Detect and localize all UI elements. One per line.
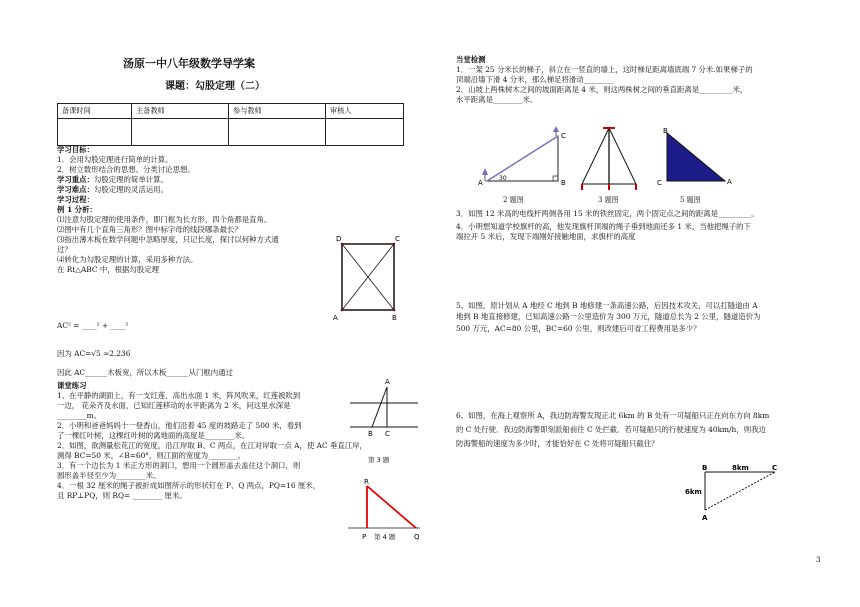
rope-caption: 第 4 题 bbox=[374, 533, 396, 541]
check-line: 2．山坡上两株树木之间的坡面距离是 4 米，则这两株树之间的垂直距离是_________米， bbox=[456, 84, 748, 94]
wire-left bbox=[582, 128, 609, 184]
formula: AC² = ____² + ____² bbox=[57, 321, 129, 330]
q4-line: 4．小明想知道学校旗杆的高，他发现旗杆顶端的绳子垂到地面还多 1 米，当他把绳子的下 bbox=[456, 222, 751, 231]
practice-line: 2．如图，欲测量松花江的宽度，沿江岸取 B、C 两点，在江对岸取一点 A，使 AC 垂直江岸， bbox=[57, 440, 367, 450]
practice-line: 1、在平静的湖面上，有一支红莲，高出水面 1 米，阵风吹来，红莲被吹到 bbox=[57, 390, 301, 400]
practice-line: 测得 BC=50 米，∠B=60°，则江面的宽度为________。 bbox=[57, 450, 246, 460]
page-number: 3 bbox=[816, 556, 821, 564]
school-title: 汤原一中八年级数学导学案 bbox=[123, 57, 255, 70]
question-5 bbox=[456, 300, 836, 334]
pole-figure bbox=[576, 124, 646, 192]
door-frame-figure bbox=[328, 232, 413, 322]
analysis-line: 在 Rt△ABC 中，根据勾股定理 bbox=[57, 264, 159, 274]
slope-line bbox=[487, 136, 558, 181]
label-a: A bbox=[385, 378, 390, 386]
goal-item: 2．树立数形结合的思想、分类讨论思想。 bbox=[57, 164, 195, 174]
difficult-label: 学习难点： bbox=[57, 184, 94, 194]
q5-line: 地到 B 地直接修建，已知高速公路一公里造价为 300 万元，隧道总长为 2 公里，隧道造价为 bbox=[456, 312, 761, 322]
staff-cell bbox=[229, 119, 326, 146]
right-angle-mark bbox=[553, 176, 558, 181]
caption-fig5: 5 题图 bbox=[680, 196, 701, 204]
label-a: A bbox=[478, 179, 483, 187]
q4-line: 端拉开 5 米后，发现下端刚好接触地面，求旗杆的高度 bbox=[456, 231, 636, 241]
question-4 bbox=[456, 222, 836, 242]
staff-header: 备课时间 bbox=[58, 104, 132, 119]
key-label: 学习重点： bbox=[57, 174, 94, 184]
check-section bbox=[456, 55, 826, 105]
caption-fig3: 3 题图 bbox=[598, 196, 619, 204]
side-ab bbox=[372, 387, 387, 427]
key-text: 勾股定理的简单计算。 bbox=[93, 174, 168, 184]
label-b: B bbox=[663, 127, 668, 135]
question-3: 3．如图 12 米高的电线杆两侧各用 15 米的铁丝固定，两个固定点之间的距离是_________。 bbox=[456, 209, 759, 218]
practice-line: 圆形盖半径至少为________米。 bbox=[57, 470, 161, 480]
label-c: C bbox=[395, 235, 400, 243]
label-p: P bbox=[362, 533, 367, 541]
analysis-line: ⑵图中有几个直角三角形？图中标字母的线段哪条最长？ bbox=[57, 224, 242, 234]
sea-figure bbox=[683, 462, 783, 524]
check-line: 水平距离是________米。 bbox=[456, 94, 538, 104]
q6-line: 6、如图，在海上观察所 A，我边防海警发现正北 6km 的 B 处有一可疑船只正在向东方向 8km bbox=[456, 411, 770, 420]
staff-header: 主备教师 bbox=[132, 104, 229, 119]
label-a: A bbox=[702, 514, 708, 522]
highway-figure bbox=[655, 126, 735, 188]
process-heading: 学习过程： bbox=[57, 194, 94, 204]
label-b: B bbox=[368, 430, 373, 438]
label-ab-length: 6km bbox=[685, 488, 702, 496]
caption-fig2: 2 题图 bbox=[503, 196, 524, 204]
label-b: B bbox=[561, 179, 566, 187]
goals-heading: 学习目标： bbox=[57, 145, 94, 154]
label-q: Q bbox=[414, 533, 420, 541]
angle-label: 30 bbox=[499, 175, 507, 182]
practice-line: ________m。 bbox=[57, 410, 101, 420]
practice-line: 2．小明和爸爸妈妈十一登香山，他们沿着 45 度的坡路走了 500 米，看到 bbox=[57, 420, 302, 430]
staff-cell bbox=[132, 119, 229, 146]
highway-triangle bbox=[667, 133, 725, 181]
practice-line: 且 RP⊥PQ，则 RQ= ________ 厘米。 bbox=[57, 490, 187, 500]
staff-table bbox=[57, 103, 404, 146]
therefore-line: 因此 AC______木板宽，所以木板______从门框内通过 bbox=[57, 368, 233, 377]
side-rq bbox=[367, 486, 416, 528]
q5-line: 5、如图，原计划从 A 地经 C 地到 B 地修建一条高速公路，后因技术攻关，可以打隧道由 A bbox=[456, 301, 758, 310]
q5-line: 500 万元，AC=80 公里，BC=60 公里，则改建后可省工程费用是多少？ bbox=[456, 323, 701, 333]
slope-figure bbox=[475, 126, 575, 188]
label-bc-length: 8km bbox=[732, 464, 749, 472]
practice-line: 了一棵红叶树，这棵红叶树的离地面的高度是________米。 bbox=[57, 430, 250, 440]
label-b: B bbox=[702, 464, 708, 472]
staff-cell bbox=[326, 119, 404, 146]
question-6 bbox=[456, 409, 836, 451]
q6-line: 的 C 处行驶．我边防海警即刻派船前往 C 处拦截．若可疑船只的行驶速度为 40km/h，则我边 bbox=[456, 425, 766, 435]
staff-header: 参与教师 bbox=[229, 104, 326, 119]
lesson-title: 课题：勾股定理（二） bbox=[165, 81, 265, 92]
practice-line: 4．一根 32 厘米的绳子被折成如图所示的形状钉在 P、Q 两点，PQ=16 厘米， bbox=[57, 480, 321, 490]
goals-section bbox=[57, 145, 357, 275]
tree-a bbox=[482, 168, 488, 181]
analysis-line: 过？ bbox=[57, 244, 72, 254]
river-caption: 第 3 题 bbox=[368, 456, 390, 464]
analysis-line: ⑶指出薄木板在数学问题中忽略厚度，只记长度，探讨以何种方式通 bbox=[57, 234, 279, 244]
check-heading: 当堂检测 bbox=[456, 55, 486, 64]
label-c: C bbox=[772, 464, 778, 472]
because-line: 因为 AC=√5 ≈2.236 bbox=[57, 349, 131, 358]
analysis-line: ⑴注意勾股定理的使用条件，即门框为长方形，四个角都是直角。 bbox=[57, 214, 272, 224]
staff-header: 审核人 bbox=[326, 104, 404, 119]
tree-c bbox=[553, 126, 559, 136]
practice-line: 一边， 花朵齐及水面，已知红莲移动的水平距离为 2 米，问这里水深是 bbox=[57, 400, 291, 410]
label-d: D bbox=[336, 235, 342, 243]
label-a: A bbox=[727, 178, 732, 186]
practice-line: 3．有一个边长为 1 米正方形的洞口，想用一个圆形盖去盖住这个洞口，则 bbox=[57, 460, 301, 470]
difficult-text: 勾股定理的灵活运用。 bbox=[93, 184, 168, 194]
label-a: A bbox=[333, 314, 338, 322]
wire-right bbox=[609, 128, 636, 184]
practice-heading: 课堂练习 bbox=[57, 381, 87, 390]
q6-line: 防海警船的速度为多少时，才能恰好在 C 处将可疑船只截住？ bbox=[456, 439, 659, 449]
analysis-line: ⑷转化为勾股定理的计算，采用多种方法。 bbox=[57, 254, 198, 264]
label-c: C bbox=[385, 430, 390, 438]
rope-figure bbox=[348, 477, 428, 547]
staff-cell bbox=[58, 119, 132, 146]
label-c: C bbox=[657, 179, 662, 187]
check-line: 顶端沿墙下滑 4 分米，那么梯足将滑动________ bbox=[456, 74, 614, 84]
river-figure bbox=[350, 373, 420, 465]
example-heading: 例 1 分析： bbox=[57, 204, 97, 214]
goal-item: 1．会用勾股定理进行简单的计算。 bbox=[57, 154, 173, 164]
label-r: R bbox=[364, 478, 369, 486]
side-ac bbox=[705, 472, 775, 510]
label-c: C bbox=[561, 132, 566, 140]
label-b: B bbox=[392, 314, 397, 322]
check-line: 1．一架 25 分米长的梯子，斜立在一竖直的墙上，这时梯足距离墙底端 7 分米.如果梯子的 bbox=[456, 64, 753, 74]
